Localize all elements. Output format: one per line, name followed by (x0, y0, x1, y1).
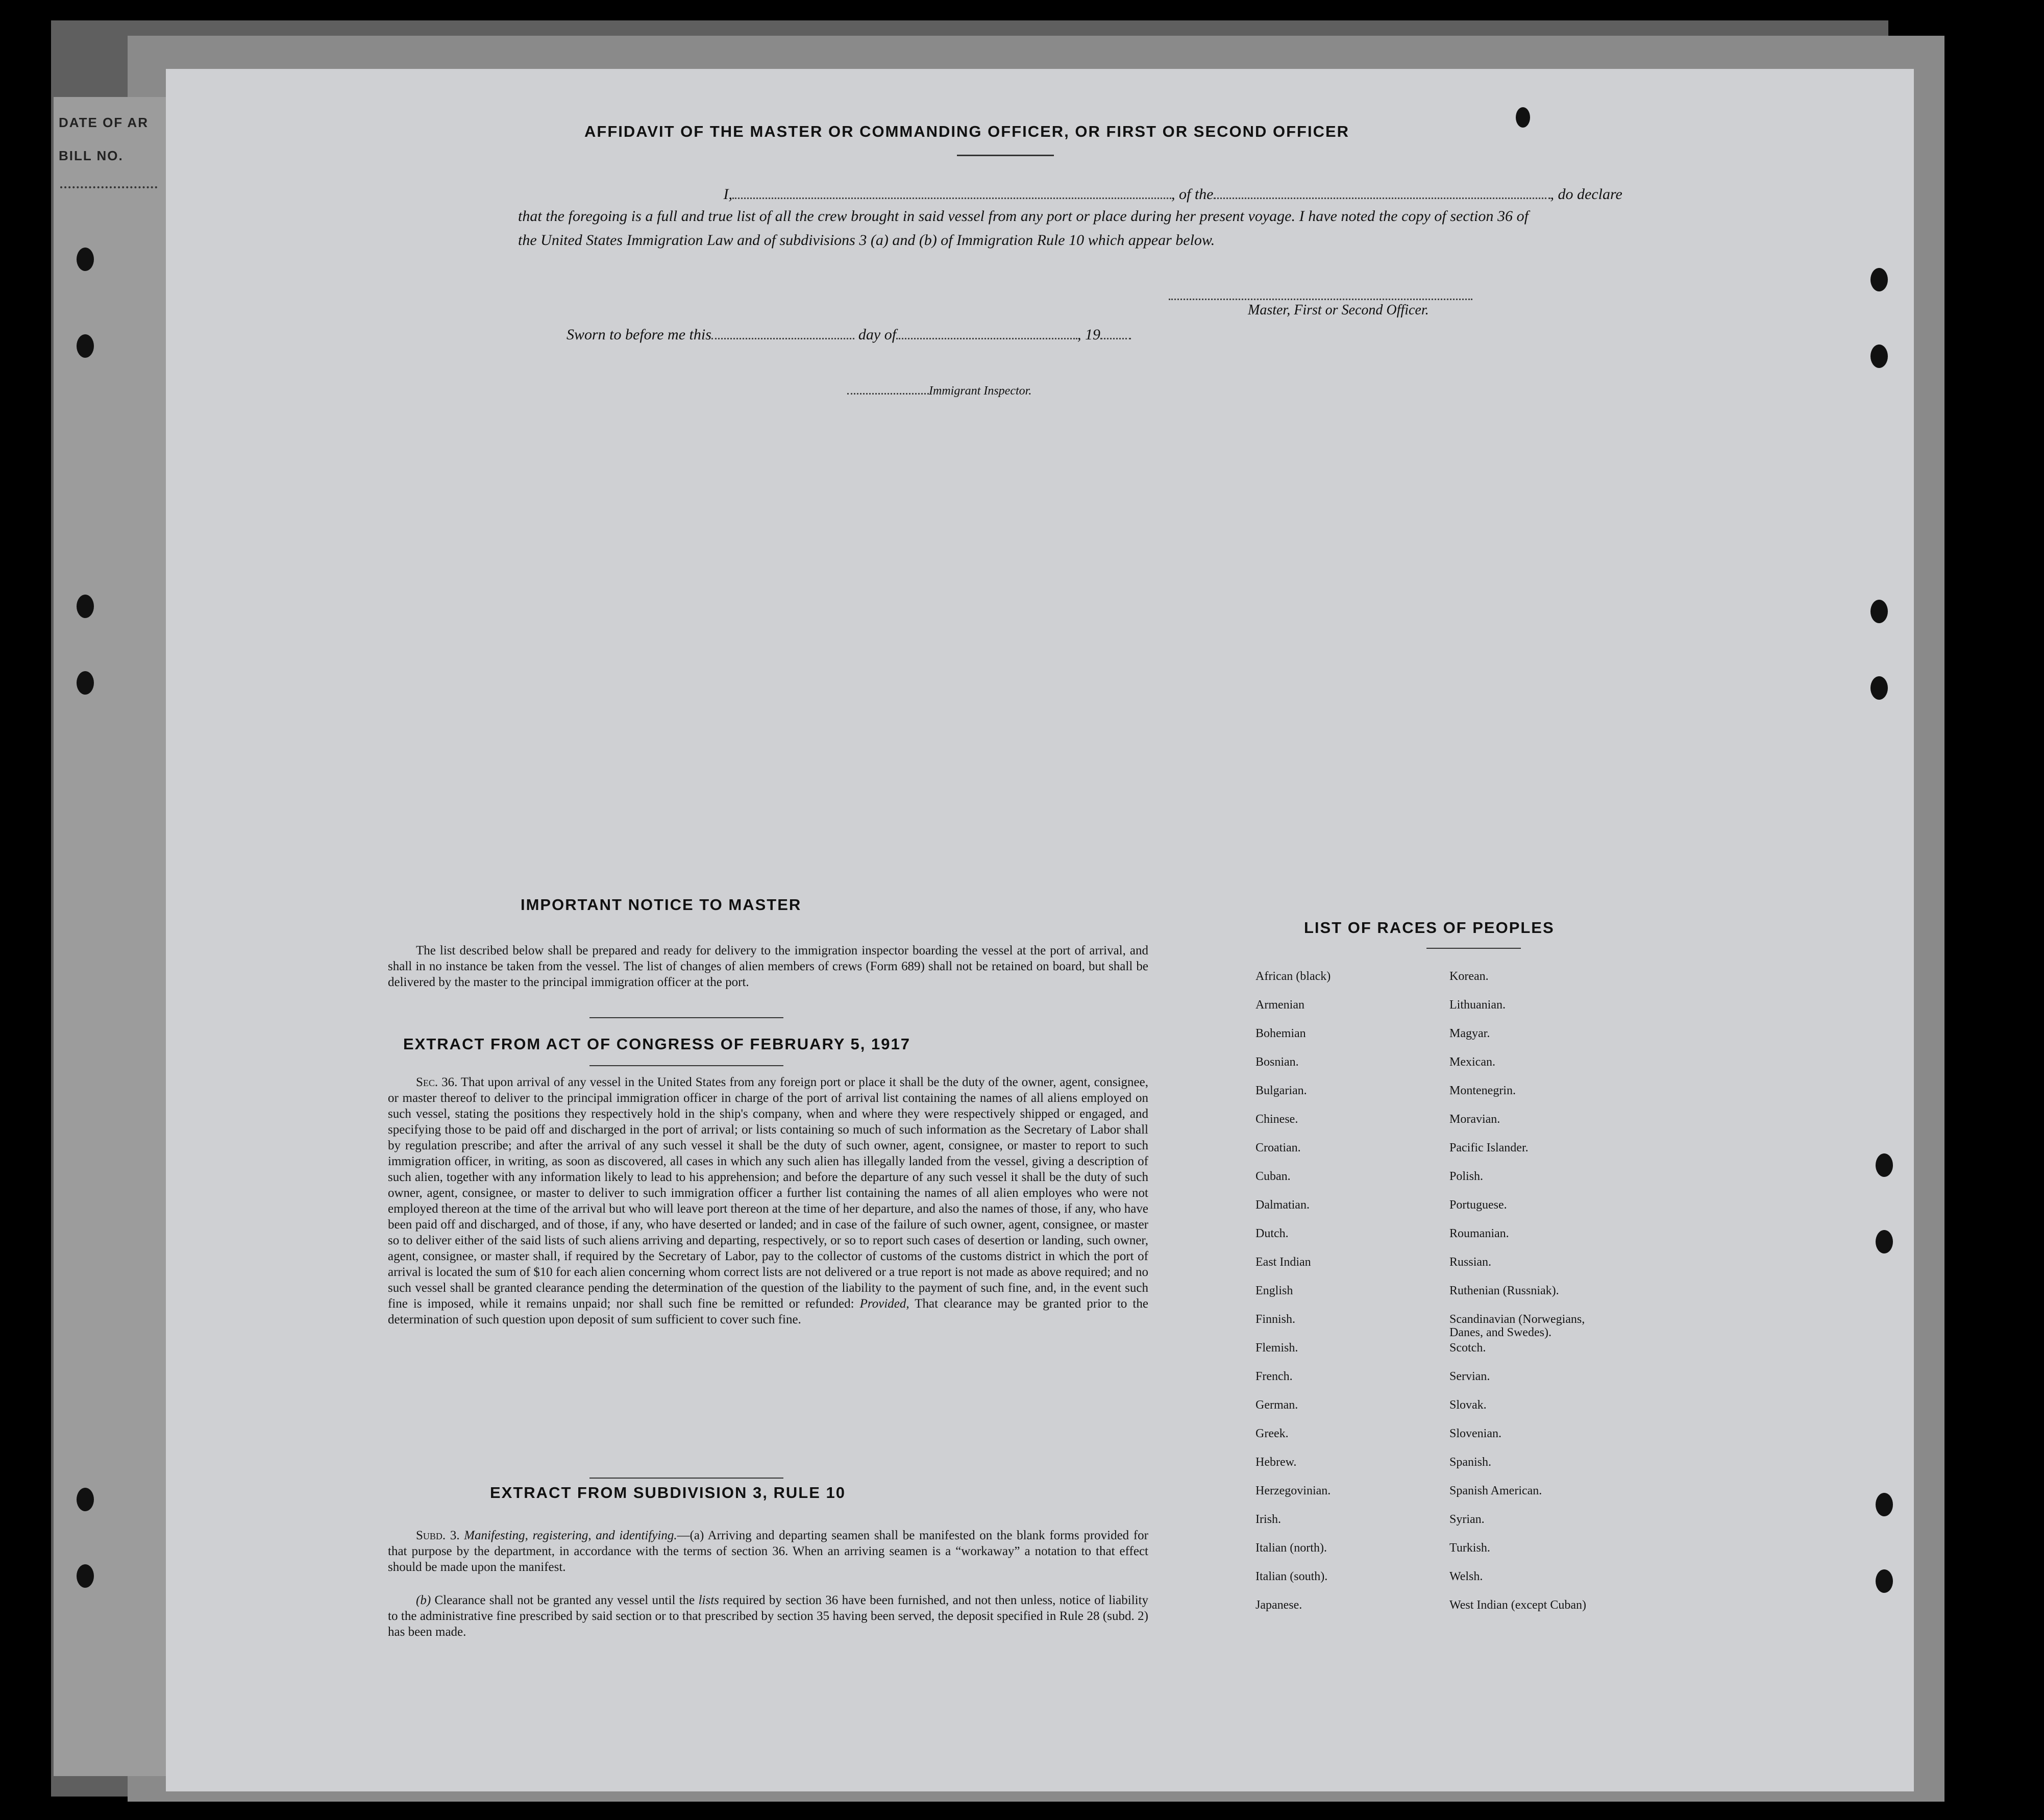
rule-para-b (388, 1592, 1148, 1640)
sworn-year-field[interactable] (1100, 323, 1131, 339)
binder-hole (1870, 600, 1888, 623)
affidavit-of-label: , of the (1171, 186, 1214, 203)
affidavit-i-label: I, (723, 186, 732, 203)
rule-subd-heading: Manifesting, registering, and identifying. (464, 1529, 677, 1542)
binder-hole (1876, 1230, 1893, 1253)
races-title: LIST OF RACES OF PEOPLES (1304, 919, 1555, 937)
race-item: West Indian (except Cuban) (1449, 1598, 1586, 1612)
race-item: Japanese. (1255, 1598, 1302, 1612)
sworn-month-field[interactable] (896, 323, 1077, 339)
form-page (166, 69, 1914, 1791)
binder-hole (1870, 268, 1888, 291)
rule-para-b-part1: Clearance shall not be granted any vessel until the (434, 1593, 695, 1607)
race-item: Slovenian. (1449, 1427, 1501, 1440)
race-item: Hebrew. (1255, 1456, 1297, 1469)
section-36-provided: Provided, (859, 1297, 909, 1311)
race-item: Russian. (1449, 1256, 1492, 1269)
race-item: Polish. (1449, 1170, 1484, 1183)
race-item: African (black) (1255, 970, 1331, 983)
races-right-column (1449, 970, 1618, 1627)
race-item: Welsh. (1449, 1570, 1483, 1583)
binder-hole (1876, 1153, 1893, 1177)
race-item: Bohemian (1255, 1027, 1306, 1040)
race-item: Irish. (1255, 1513, 1281, 1526)
binder-hole (1876, 1493, 1893, 1516)
binder-hole (77, 1564, 94, 1588)
race-item: Spanish American. (1449, 1484, 1542, 1497)
race-item: Dalmatian. (1255, 1198, 1310, 1212)
race-item: Pacific Islander. (1449, 1141, 1529, 1154)
race-item: German. (1255, 1398, 1298, 1412)
race-item: French. (1255, 1370, 1293, 1383)
binder-hole (1876, 1569, 1893, 1593)
binder-hole (1870, 676, 1888, 700)
race-item: Syrian. (1449, 1513, 1485, 1526)
section-36-label: Sec. 36. (416, 1075, 458, 1089)
notice-divider (589, 1017, 783, 1018)
race-item: Montenegrin. (1449, 1084, 1516, 1097)
left-tab-strip (54, 97, 166, 1776)
race-item: English (1255, 1284, 1293, 1297)
rule-para-b-part2: required by section 36 have been furnished, and not then unless, notice of liability to the administrative fine prescribed by said section or to that prescribed by section 35 having been served, the deposit specified in Rule 28 (subd. 2) has been made. (388, 1593, 1149, 1639)
officer-signature-label: Master, First or Second Officer. (1248, 302, 1429, 318)
race-item: Dutch. (1255, 1227, 1289, 1240)
race-item: Moravian. (1449, 1113, 1500, 1126)
rule-extract-title: EXTRACT FROM SUBDIVISION 3, RULE 10 (490, 1484, 846, 1502)
sworn-year-label: , 19 (1077, 326, 1101, 343)
race-item: Greek. (1255, 1427, 1289, 1440)
binder-hole (77, 248, 94, 271)
affidavit-declaration-line (518, 182, 1622, 203)
race-item: Slovak. (1449, 1398, 1487, 1412)
race-item: East Indian (1255, 1256, 1311, 1269)
rule-para-b-lists: lists (698, 1593, 719, 1607)
race-item: Italian (north). (1255, 1541, 1327, 1555)
left-tab-line-1: DATE OF AR (59, 115, 149, 130)
vessel-field[interactable] (1214, 182, 1550, 199)
left-tab-dotted-line (60, 186, 157, 188)
officer-signature-field[interactable] (1169, 283, 1472, 300)
binder-hole (1870, 345, 1888, 368)
race-item: Bosnian. (1255, 1055, 1299, 1069)
race-item: Roumanian. (1449, 1227, 1509, 1240)
left-tab-line-2: BILL NO. (59, 148, 124, 163)
sworn-day-field[interactable] (711, 323, 854, 339)
affidavit-title: AFFIDAVIT OF THE MASTER OR COMMANDING OFFICER, OR FIRST OR SECOND OFFICER (584, 122, 1350, 140)
race-item: Lithuanian. (1449, 998, 1506, 1012)
race-item: Flemish. (1255, 1341, 1298, 1355)
race-item: Turkish. (1449, 1541, 1490, 1555)
binder-hole (77, 671, 94, 695)
race-item: Cuban. (1255, 1170, 1291, 1183)
race-item: Magyar. (1449, 1027, 1490, 1040)
title-divider (957, 155, 1054, 156)
race-item: Portuguese. (1449, 1198, 1507, 1212)
affidavit-declare-label: , do declare (1550, 186, 1622, 203)
sworn-prefix: Sworn to before me this (567, 326, 711, 343)
rule-para-a-body: —(a) Arriving and departing seamen shall be manifested on the blank forms provided for that purpose by the department, in accordance with the terms of section 36. When an arriving seamen is a “workaway” a notation to that effect should be made upon the manifest. (388, 1529, 1148, 1574)
name-field[interactable] (732, 182, 1171, 199)
binder-hole (77, 595, 94, 618)
rule-extract-divider-top (589, 1478, 783, 1479)
sworn-line (567, 323, 1131, 343)
race-item: Korean. (1449, 970, 1489, 983)
notice-title: IMPORTANT NOTICE TO MASTER (521, 896, 802, 914)
affidavit-body: that the foregoing is a full and true list of all the crew brought in said vessel from any port or place during her present voyage. I have noted the copy of section 36 of the United States Immigration Law and of subdivisions 3 (a) and (b) of Immigration Rule 10 which appear below. (518, 208, 1529, 249)
act-extract-divider (589, 1065, 783, 1066)
race-item: Ruthenian (Russniak). (1449, 1284, 1559, 1297)
races-divider (1426, 948, 1521, 949)
race-item: Scandinavian (Norwegians, Danes, and Swedes). (1449, 1313, 1585, 1339)
race-item: Croatian. (1255, 1141, 1301, 1154)
race-item: Finnish. (1255, 1313, 1296, 1326)
section-36-tail: That clearance may be granted prior to the determination of such question upon deposit of sum sufficient to cover such fine. (388, 1297, 1148, 1326)
inspector-signature-field[interactable] (847, 378, 929, 395)
sworn-day-label: day of (858, 326, 897, 343)
binder-hole (1516, 107, 1530, 128)
rule-subd-label: Subd. 3. (416, 1529, 460, 1542)
binder-hole (77, 1488, 94, 1511)
race-item: Spanish. (1449, 1456, 1492, 1469)
race-item: Italian (south). (1255, 1570, 1328, 1583)
race-item: Herzegovinian. (1255, 1484, 1331, 1497)
notice-body: The list described below shall be prepared and ready for delivery to the immigration inspector boarding the vessel at the port of arrival, and shall in no instance be taken from the vessel. The list of changes of alien members of crews (Form 689) shall not be retained on board, but shall be delivered by the master to the principal immigration officer at the port. (388, 944, 1148, 989)
inspector-label: Immigrant Inspector. (929, 384, 1032, 398)
race-item: Servian. (1449, 1370, 1490, 1383)
rule-para-a (388, 1528, 1148, 1575)
section-36-text (388, 1074, 1148, 1327)
race-item: Chinese. (1255, 1113, 1298, 1126)
section-36-body: That upon arrival of any vessel in the United States from any foreign port or place it shall be the duty of the owner, agent, consignee, or master thereof to deliver to the principal immigration officer in charge of the port of arrival list containing the names of all aliens employed on such vessel, stating the positions they respectively hold in the ship's company, when and where they were respectively shipped or engaged, and specifying those to be paid off and discharged in the port of arrival; or lists containing so much of such information as the Secretary of Labor shall by regulation prescribe; and after the arrival of any such vessel it shall be the duty of such owner, agent, consignee, or master to report to such immigration officer, in writing, as soon as discovered, all cases in which any such alien has illegally landed from the vessel, giving a description of such alien, together with any information likely to lead to his apprehension; and before the departure of any such vessel it shall be the duty of such owner, agent, consignee, or master to deliver to such immigration officer a further list containing the names of all alien employes who were not employed thereon at the time of the arrival but who will leave port thereon at the time of her departure, and also the names of those, if any, who have been paid off and discharged, and of those, if any, who have deserted or landed; and in case of the failure of such owner, agent, consignee, or master so to deliver either of the said lists of such aliens arriving and departing, respectively, or so to report such cases of desertion or landing, such owner, agent, consignee, or master shall, if required by the Secretary of Labor, pay to the collector of customs of the customs district in which the port of arrival is located the sum of $10 for each alien concerning whom correct lists are not delivered or a true report is not made as above required; and no such vessel shall be granted clearance pending the determination of the question of the liability to the payment of such fine, and, in the event such fine is imposed, while it remains unpaid; nor shall such fine be remitted or refunded: (388, 1075, 1148, 1311)
race-item: Mexican. (1449, 1055, 1495, 1069)
inspector-line (847, 378, 1031, 398)
act-extract-title: EXTRACT FROM ACT OF CONGRESS OF FEBRUARY 5, 1917 (403, 1035, 910, 1053)
rule-para-b-label: (b) (416, 1593, 431, 1607)
races-left-column (1255, 970, 1331, 1627)
binder-hole (77, 334, 94, 358)
race-item: Scotch. (1449, 1341, 1486, 1355)
race-item: Armenian (1255, 998, 1304, 1012)
race-item: Bulgarian. (1255, 1084, 1307, 1097)
